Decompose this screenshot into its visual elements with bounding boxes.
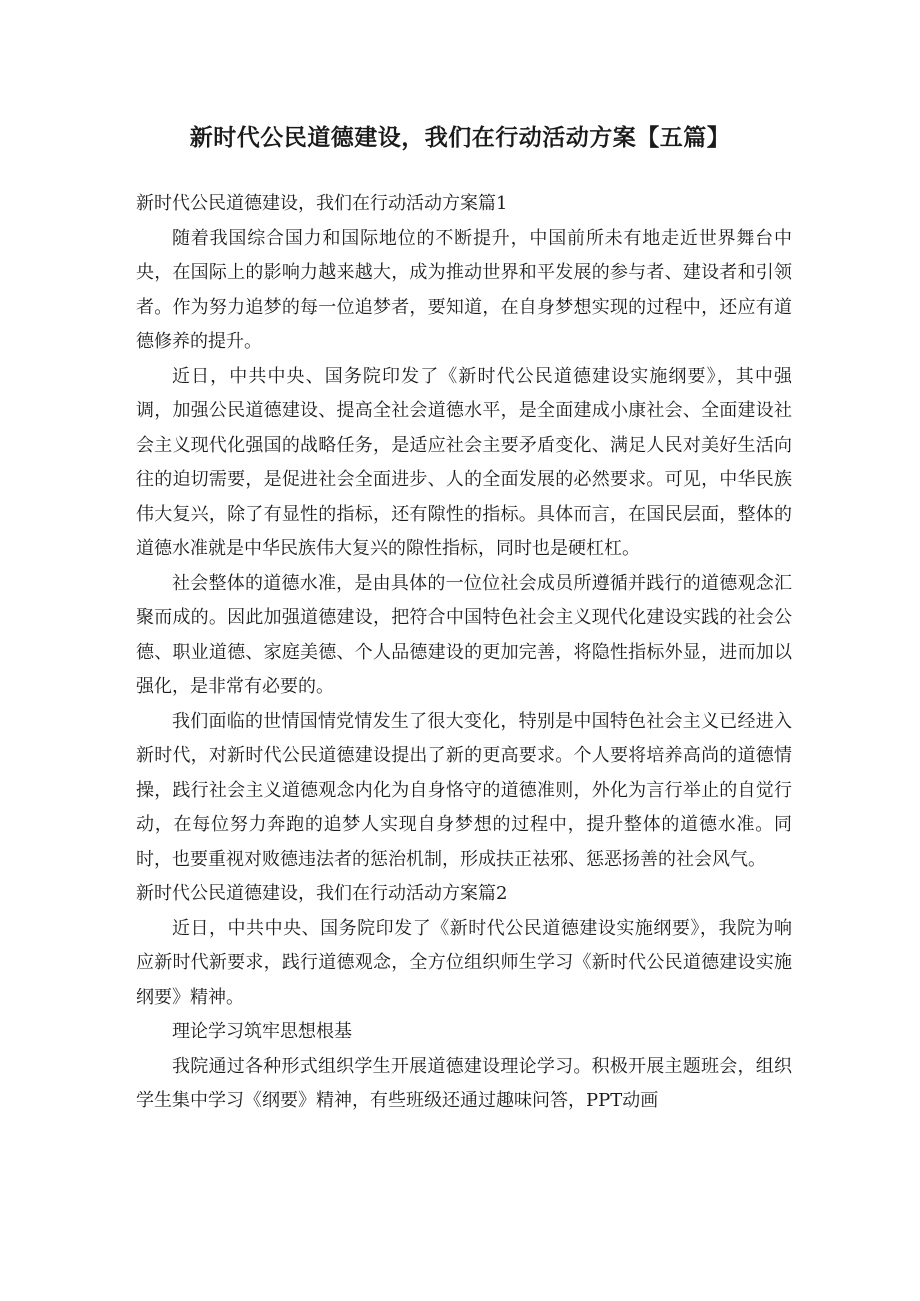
document-body	[136, 187, 792, 1119]
paragraph: 近日，中共中央、国务院印发了《新时代公民道德建设实施纲要》，其中强调，加强公民道德建设、提高全社会道德水平，是全面建成小康社会、全面建设社会主义现代化强国的战略任务，是适应社会主要矛盾变化、满足人民对美好生活向往的迫切需要，是促进社会全面进步、人的全面发展的必然要求。可见，中华民族伟大复兴，除了有显性的指标，还有隙性的指标。具体而言，在国民层面，整体的道德水准就是中华民族伟大复兴的隙性指标，同时也是硬杠杠。	[136, 365, 792, 559]
paragraph: 社会整体的道德水准，是由具体的一位位社会成员所遵循并践行的道德观念汇聚而成的。因此加强道德建设，把符合中国特色社会主义现代化建设实践的社会公德、职业道德、家庭美德、个人品德建设的更加完善，将隐性指标外显，进而加以强化，是非常有必要的。	[136, 572, 792, 697]
document-title: 新时代公民道德建设，我们在行动活动方案【五篇】	[189, 125, 731, 151]
paragraph: 近日，中共中央、国务院印发了《新时代公民道德建设实施纲要》，我院为响应新时代新要求，践行道德观念，全方位组织师生学习《新时代公民道德建设实施纲要》精神。	[136, 917, 792, 1008]
paragraph: 随着我国综合国力和国际地位的不断提升，中国前所未有地走近世界舞台中央，在国际上的影响力越来越大，成为推动世界和平发展的参与者、建设者和引领者。作为努力追梦的每一位追梦者，要知道，在自身梦想实现的过程中，还应有道德修养的提升。	[136, 227, 792, 352]
section-heading: 新时代公民道德建设，我们在行动活动方案篇2	[136, 883, 508, 904]
subsection-heading: 理论学习筑牢思想根基	[172, 1021, 352, 1042]
paragraph: 我们面临的世情国情党情发生了很大变化，特别是中国特色社会主义已经进入新时代，对新时代公民道德建设提出了新的更高要求。个人要将培养高尚的道德情操，践行社会主义道德观念内化为自身恪守的道德准则，外化为言行举止的自觉行动，在每位努力奔跑的追梦人实现自身梦想的过程中，提升整体的道德水准。同时，也要重视对败德违法者的惩治机制，形成扶正祛邪、惩恶扬善的社会风气。	[136, 710, 792, 870]
paragraph: 我院通过各种形式组织学生开展道德建设理论学习。积极开展主题班会，组织学生集中学习《纲要》精神，有些班级还通过趣味问答，PPT动画	[136, 1055, 792, 1111]
section-heading: 新时代公民道德建设，我们在行动活动方案篇1	[136, 193, 508, 214]
